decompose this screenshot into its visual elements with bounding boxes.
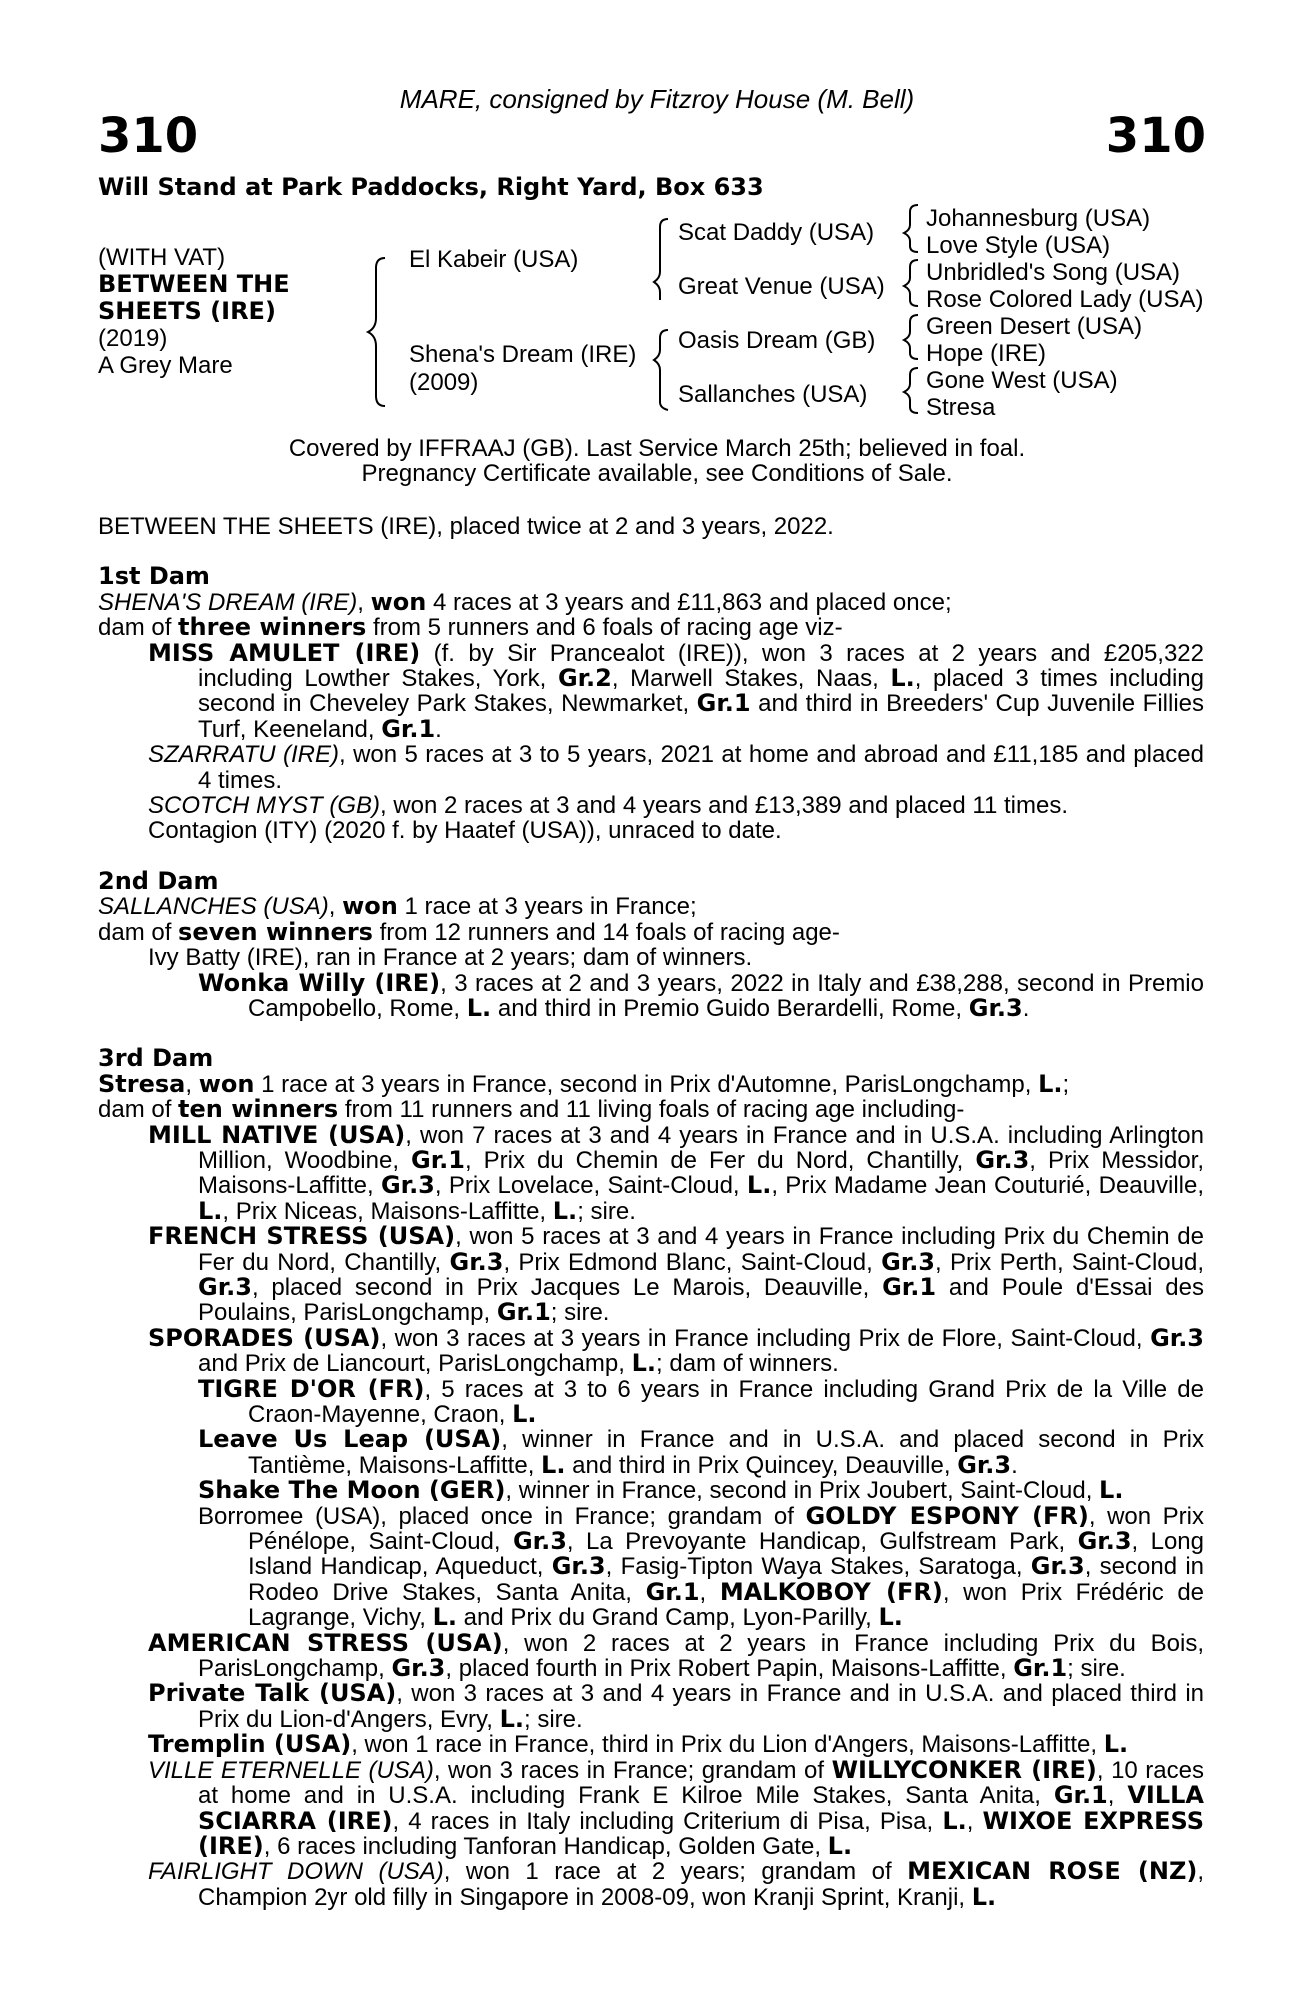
pedigree-g4: Rose Colored Lady (USA) [926, 286, 1204, 313]
third-dam-produce: dam of ten winners from 11 runners and 11 living foals of racing age including- [98, 1095, 965, 1124]
second-dam-produce: dam of seven winners from 12 runners and 14 foals of racing age- [98, 917, 840, 946]
pedigree-g5: Green Desert (USA) [926, 313, 1143, 340]
pedigree-sire-dam: Great Venue (USA) [678, 273, 885, 300]
pedigree-sire-sire: Scat Daddy (USA) [678, 219, 875, 246]
covered-line2: Pregnancy Certificate available, see Conditions of Sale. [361, 460, 953, 487]
horse-name-line1: BETWEEN THE [98, 270, 290, 298]
stand-location: Will Stand at Park Paddocks, Right Yard, Box 633 [98, 173, 764, 201]
second-dam-record: SALLANCHES (USA), won 1 race at 3 years in France; [98, 892, 697, 921]
third-dam-heading: 3rd Dam [98, 1044, 214, 1073]
foal-miss-amulet: MISS AMULET (IRE) (f. by Sir Prancealot (IRE)), won 3 races at 2 years and £205,322 including Lowther Stakes, York, Gr.2, Marwell Stakes, Naas, L., placed 3 times including second in Cheveley Park Stakes, Newmarket, Gr.1 and third in Breeders' Cup Juvenile Fillies Turf, Keeneland, Gr.1. [148, 638, 1205, 743]
pedigree-dam-sire: Oasis Dream (GB) [678, 327, 876, 354]
horse-year: (2019) [98, 325, 168, 352]
foal-ivy-batty: Ivy Batty (IRE), ran in France at 2 years; dam of winners. [148, 944, 753, 972]
foal-tigre-dor: TIGRE D'OR (FR), 5 races at 3 to 6 years in France including Grand Prix de la Ville de Craon-Mayenne, Craon, L. [198, 1374, 1204, 1428]
pedigree-g2: Love Style (USA) [926, 232, 1111, 259]
covered-line1: Covered by IFFRAAJ (GB). Last Service March 25th; believed in foal. [288, 435, 1026, 462]
foal-ville-eternelle: VILLE ETERNELLE (USA), won 3 races in France; grandam of WILLYCONKER (IRE), 10 races at home and in U.S.A. including Frank E Kilroe Mile Stakes, Santa Anita, Gr.1, VILLA SCIARRA (IRE), 4 races in Italy including Criterium di Pisa, Pisa, L., WIXOE EXPRESS (IRE), 6 races including Tanforan Handicap, Golden Gate, L. [148, 1755, 1204, 1860]
third-dam-record: Stresa, won 1 race at 3 years in France, second in Prix d'Automne, ParisLongchamp, L.; [98, 1069, 1070, 1098]
first-dam-produce: dam of three winners from 5 runners and 6 foals of racing age viz- [98, 613, 843, 642]
foal-szarratu: SZARRATU (IRE), won 5 races at 3 to 5 years, 2021 at home and abroad and £11,185 and placed 4 times. [148, 741, 1205, 794]
pedigree-g3: Unbridled's Song (USA) [926, 259, 1181, 286]
horse-name-line2: SHEETS (IRE) [98, 297, 276, 325]
foal-mill-native: MILL NATIVE (USA), won 7 races at 3 and 4 years in France and in U.S.A. including Arlington Million, Woodbine, Gr.1, Prix du Chemin de Fer du Nord, Chantilly, Gr.3, Prix Messidor, Maisons-Laffitte, Gr.3, Prix Lovelace, Saint-Cloud, L., Prix Madame Jean Couturié, Deauville, L., Prix Niceas, Maisons-Laffitte, L.; sire. [148, 1120, 1205, 1225]
foal-french-stress: FRENCH STRESS (USA), won 5 races at 3 and 4 years in France including Prix du Chemin de Fer du Nord, Chantilly, Gr.3, Prix Edmond Blanc, Saint-Cloud, Gr.3, Prix Perth, Saint-Cloud, Gr.3, placed second in Prix Jacques Le Marois, Deauville, Gr.1 and Poule d'Essai des Poulains, ParisLongchamp, Gr.1; sire. [148, 1222, 1205, 1327]
pedigree-dam-dam: Sallanches (USA) [678, 381, 868, 408]
catalogue-body [98, 514, 1204, 1910]
foal-wonka-willy: Wonka Willy (IRE), 3 races at 2 and 3 years, 2022 in Italy and £38,288, second in Premio Campobello, Rome, L. and third in Premio Guido Berardelli, Rome, Gr.3. [198, 968, 1204, 1022]
foal-fairlight-down: FAIRLIGHT DOWN (USA), won 1 race at 2 years; grandam of MEXICAN ROSE (NZ), Champion 2yr old filly in Singapore in 2008-09, won Kranji Sprint, Kranji, L. [148, 1857, 1205, 1911]
first-dam-heading: 1st Dam [98, 562, 210, 591]
foal-shake-the-moon: Shake The Moon (GER), winner in France, second in Prix Joubert, Saint-Cloud, L. [198, 1476, 1124, 1505]
pedigree-sire: El Kabeir (USA) [409, 246, 579, 273]
pedigree-dam: Shena's Dream (IRE) [409, 341, 637, 368]
foal-leave-us-leap: Leave Us Leap (USA), winner in France and in U.S.A. and placed second in Prix Tantième, Maisons-Laffitte, L. and third in Prix Quincey, Deauville, Gr.3. [198, 1425, 1204, 1479]
foal-american-stress: AMERICAN STRESS (USA), won 2 races at 2 years in France including Prix du Bois, ParisLongchamp, Gr.3, placed fourth in Prix Robert Papin, Maisons-Laffitte, Gr.1; sire. [148, 1628, 1204, 1683]
foal-tremplin: Tremplin (USA), won 1 race in France, third in Prix du Lion d'Angers, Maisons-Laffitte, L. [148, 1730, 1129, 1759]
summary-line: BETWEEN THE SHEETS (IRE), placed twice at 2 and 3 years, 2022. [98, 513, 834, 540]
foal-private-talk: Private Talk (USA), won 3 races at 3 and 4 years in France and in U.S.A. and placed third in Prix du Lion-d'Angers, Evry, L.; sire. [148, 1679, 1204, 1733]
foal-scotch-myst: SCOTCH MYST (GB), won 2 races at 3 and 4 years and £13,389 and placed 11 times. [148, 792, 1069, 820]
pedigree-g6: Hope (IRE) [926, 340, 1047, 367]
foal-sporades: SPORADES (USA), won 3 races at 3 years in France including Prix de Flore, Saint-Cloud, Gr.3 and Prix de Liancourt, ParisLongchamp, L.; dam of winners. [148, 1323, 1205, 1378]
pedigree-g7: Gone West (USA) [926, 367, 1118, 394]
lot-number-left: 310 [98, 108, 199, 164]
lot-number-right: 310 [1105, 108, 1206, 164]
foal-borromee: Borromee (USA), placed once in France; grandam of GOLDY ESPONY (FR), won Prix Pénélope, Saint-Cloud, Gr.3, La Prevoyante Handicap, Gulfstream Park, Gr.3, Long Island Handicap, Aqueduct, Gr.3, Fasig-Tipton Waya Stakes, Saratoga, Gr.3, second in Rodeo Drive Stakes, Santa Anita, Gr.1, MALKOBOY (FR), won Prix Frédéric de Lagrange, Vichy, L. and Prix du Grand Camp, Lyon-Parilly, L. [198, 1501, 1205, 1632]
first-dam-record: SHENA'S DREAM (IRE), won 4 races at 3 years and £11,863 and placed once; [98, 587, 952, 616]
horse-description: A Grey Mare [98, 352, 233, 379]
vat-note: (WITH VAT) [98, 244, 226, 271]
pedigree-g8: Stresa [926, 394, 996, 421]
pedigree-g1: Johannesburg (USA) [926, 205, 1151, 232]
pedigree-dam-year: (2009) [409, 369, 479, 396]
second-dam-heading: 2nd Dam [98, 866, 219, 895]
foal-contagion: Contagion (ITY) (2020 f. by Haatef (USA)), unraced to date. [148, 817, 782, 845]
consignment-line: MARE, consigned by Fitzroy House (M. Bell) [399, 84, 915, 114]
